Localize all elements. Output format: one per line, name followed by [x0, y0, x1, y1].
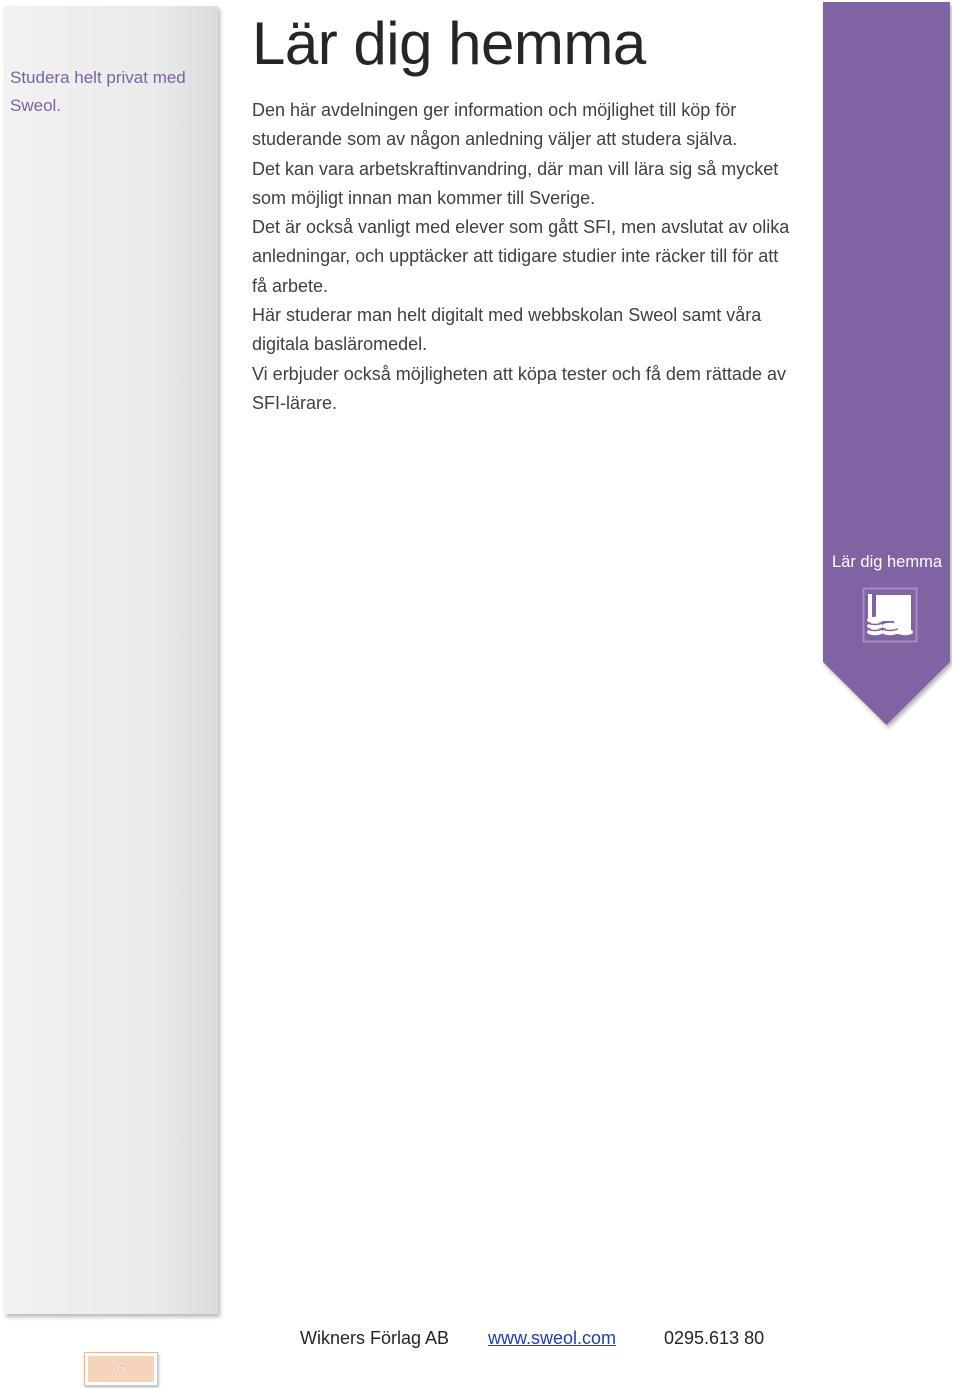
- footer-phone: 0295.613 80: [664, 1328, 765, 1348]
- section-ribbon: [822, 0, 952, 730]
- body-text: [252, 96, 792, 418]
- paragraph: Det kan vara arbetskraftinvandring, där man vill lära sig så mycket som möjligt innan man kommer till Sverige.: [252, 158, 779, 208]
- paragraph: Här studerar man helt digitalt med webbskolan Sweol samt våra digitala basläromedel.: [252, 305, 762, 355]
- sidebar-tagline: Studera helt privat med Sweol.: [10, 68, 186, 115]
- footer-website-link[interactable]: www.sweol.com: [488, 1328, 617, 1348]
- footer-company: Wikners Förlag AB: [300, 1328, 450, 1348]
- page-number: 6: [84, 1352, 158, 1386]
- paragraph: Vi erbjuder också möjligheten att köpa tester och få dem rättade av SFI-lärare.: [252, 363, 786, 413]
- ribbon-label: Lär dig hemma: [831, 553, 943, 571]
- page-title: Lär dig hemma: [252, 10, 646, 77]
- paragraph: Den här avdelningen ger information och möjlighet till köp för studerande som av någon anledning väljer att studera själva.: [252, 100, 738, 150]
- page-footer: [300, 1328, 770, 1354]
- paragraph: Det är också vanligt med elever som gått SFI, men avslutat av olika anledningar, och upptäcker att tidigare studier inte räcker till för att få arbete.: [252, 217, 790, 296]
- sidebar-panel: [4, 6, 218, 1314]
- coins-book-icon: [862, 587, 918, 643]
